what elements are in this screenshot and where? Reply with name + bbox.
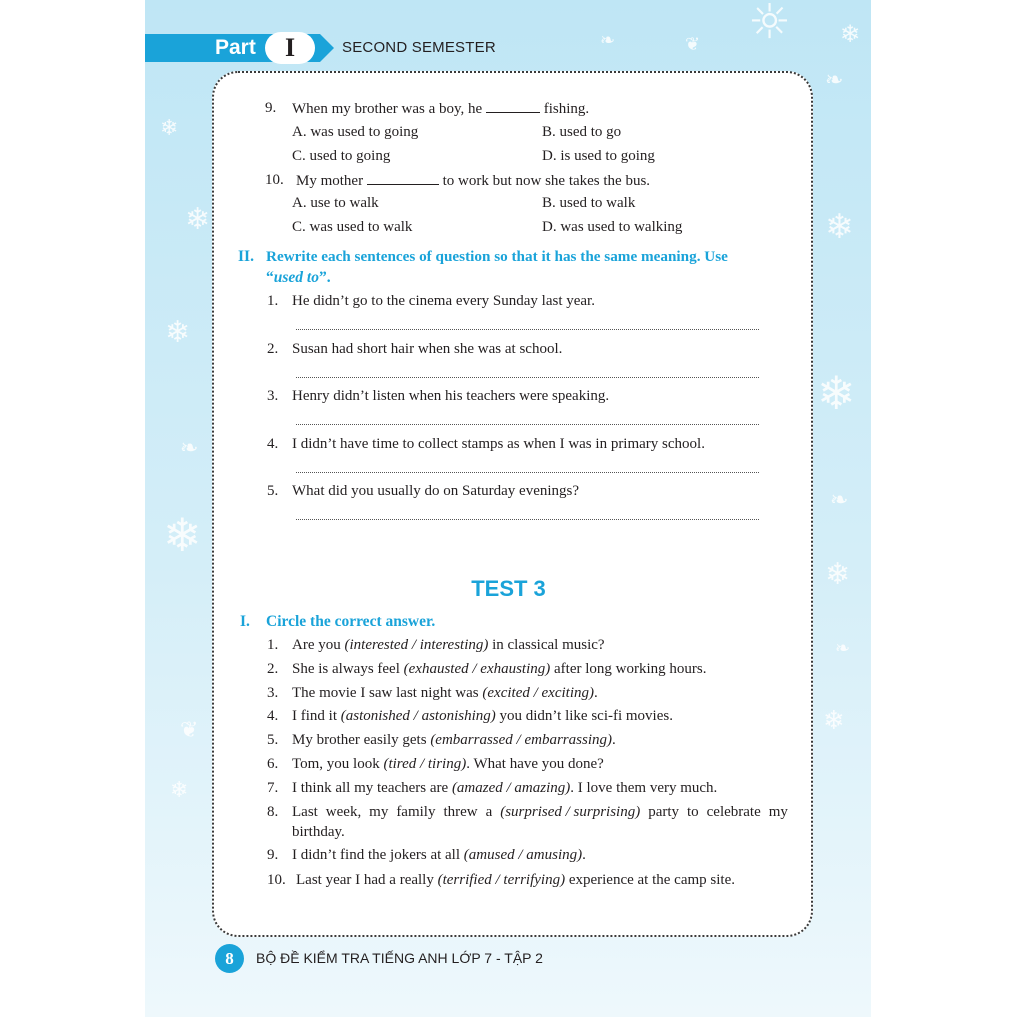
snowflake-icon: ❄ <box>163 508 202 562</box>
item-number: 4. <box>267 708 279 724</box>
snowflake-icon: ❄ <box>165 315 191 350</box>
option-a: A. was used to going <box>292 124 419 140</box>
part-header <box>145 32 505 64</box>
option-a: A. use to walk <box>292 195 379 211</box>
question-number: 10. <box>265 172 284 188</box>
answer-choice[interactable]: (surprised / surprising) <box>500 804 641 820</box>
option-d: D. was used to walking <box>542 219 683 235</box>
answer-choice[interactable]: (amazed / amazing) <box>451 780 571 796</box>
part-label: Part <box>215 36 256 59</box>
item-number: 2. <box>267 661 279 677</box>
answer-line[interactable] <box>296 377 759 378</box>
item-number: 1. <box>267 293 279 309</box>
snowflake-icon: ❄ <box>840 20 861 48</box>
answer-choice[interactable]: (exhausted / exhausting) <box>403 661 551 677</box>
answer-line[interactable] <box>296 424 759 425</box>
answer-choice[interactable]: (terrified / terrifying) <box>437 872 566 888</box>
snowflake-icon: ❄ <box>825 557 851 592</box>
leaf-icon: ❧ <box>830 488 849 513</box>
butterfly-icon: ❦ <box>685 34 701 55</box>
circle-item: Last year I had a really (terrified / terrifying) experience at the camp site. <box>296 872 735 888</box>
option-b: B. used to go <box>542 124 622 140</box>
snowflake-icon: ❄ <box>823 706 845 736</box>
leaf-icon: ❧ <box>180 436 199 461</box>
circle-item: Tom, you look (tired / tiring). What have you done? <box>292 756 604 772</box>
answer-line[interactable] <box>296 519 759 520</box>
semester-label: SECOND SEMESTER <box>342 39 496 56</box>
answer-choice[interactable]: (tired / tiring) <box>383 756 467 772</box>
section-numeral: I. <box>240 613 250 630</box>
item-number: 6. <box>267 756 279 772</box>
rewrite-sentence: Susan had short hair when she was at school. <box>292 341 563 357</box>
circle-item: My brother easily gets (embarrassed / embarrassing). <box>292 732 616 748</box>
option-b: B. used to walk <box>542 195 636 211</box>
rewrite-sentence: I didn’t have time to collect stamps as when I was in primary school. <box>292 436 705 452</box>
item-number: 7. <box>267 780 279 796</box>
part-number-badge: I <box>265 32 315 64</box>
page-number: 8 <box>215 944 244 973</box>
option-c: C. was used to walk <box>292 219 413 235</box>
item-number: 10. <box>267 872 286 888</box>
circle-item: She is always feel (exhausted / exhausting) after long working hours. <box>292 661 707 677</box>
sun-icon: ☼ <box>748 0 792 50</box>
snowflake-icon: ❄ <box>817 366 856 420</box>
leaf-icon: ❧ <box>825 68 844 93</box>
answer-choice[interactable]: (amused / amusing) <box>463 847 583 863</box>
answer-line[interactable] <box>296 329 759 330</box>
question-stem: When my brother was a boy, he fishing. <box>292 101 590 117</box>
snowflake-icon: ❄ <box>160 116 179 141</box>
answer-choice[interactable]: (astonished / astonishing) <box>340 708 496 724</box>
section-title-continued: “used to”. <box>266 269 331 286</box>
snowflake-icon: ❄ <box>825 207 854 247</box>
item-number: 9. <box>267 847 279 863</box>
circle-item: Last week, my family threw a (surprised / surprising) party to celebrate my <box>292 804 788 820</box>
section-title: Rewrite each sentences of question so that it has the same meaning. Use <box>266 248 728 265</box>
circle-item: Are you (interested / interesting) in classical music? <box>292 637 605 653</box>
rewrite-sentence: Henry didn’t listen when his teachers were speaking. <box>292 388 610 404</box>
item-number: 1. <box>267 637 279 653</box>
circle-item: I think all my teachers are (amazed / amazing). I love them very much. <box>292 780 718 796</box>
snowflake-icon: ❄ <box>170 778 189 803</box>
item-number: 4. <box>267 436 279 452</box>
answer-choice[interactable]: (interested / interesting) <box>344 637 489 653</box>
answer-choice[interactable]: (embarrassed / embarrassing) <box>430 732 612 748</box>
book-title: BỘ ĐỀ KIỂM TRA TIẾNG ANH LỚP 7 - TẬP 2 <box>256 950 543 966</box>
item-number: 5. <box>267 732 279 748</box>
item-number: 3. <box>267 388 279 404</box>
item-number: 5. <box>267 483 279 499</box>
snowflake-icon: ❄ <box>185 202 211 237</box>
leaf-icon: ❧ <box>600 30 616 51</box>
item-number: 2. <box>267 341 279 357</box>
circle-item: I didn’t find the jokers at all (amused / amusing). <box>292 847 586 863</box>
test-title: TEST 3 <box>471 576 546 601</box>
section-title: Circle the correct answer. <box>266 613 436 630</box>
option-c: C. used to going <box>292 148 391 164</box>
circle-item-continued: birthday. <box>292 824 345 840</box>
leaf-icon: ❧ <box>835 638 851 659</box>
section-numeral: II. <box>238 248 254 265</box>
circle-item: I find it (astonished / astonishing) you didn’t like sci-fi movies. <box>292 708 673 724</box>
banner-arrow <box>320 34 334 62</box>
question-stem: My mother to work but now she takes the bus. <box>296 173 651 189</box>
butterfly-icon: ❦ <box>180 718 199 743</box>
answer-choice[interactable]: (excited / exciting) <box>482 685 594 701</box>
rewrite-sentence: He didn’t go to the cinema every Sunday last year. <box>292 293 595 309</box>
answer-line[interactable] <box>296 472 759 473</box>
item-number: 3. <box>267 685 279 701</box>
circle-item: The movie I saw last night was (excited / exciting). <box>292 685 598 701</box>
question-number: 9. <box>265 100 277 116</box>
option-d: D. is used to going <box>542 148 655 164</box>
item-number: 8. <box>267 804 279 820</box>
rewrite-sentence: What did you usually do on Saturday evenings? <box>292 483 580 499</box>
